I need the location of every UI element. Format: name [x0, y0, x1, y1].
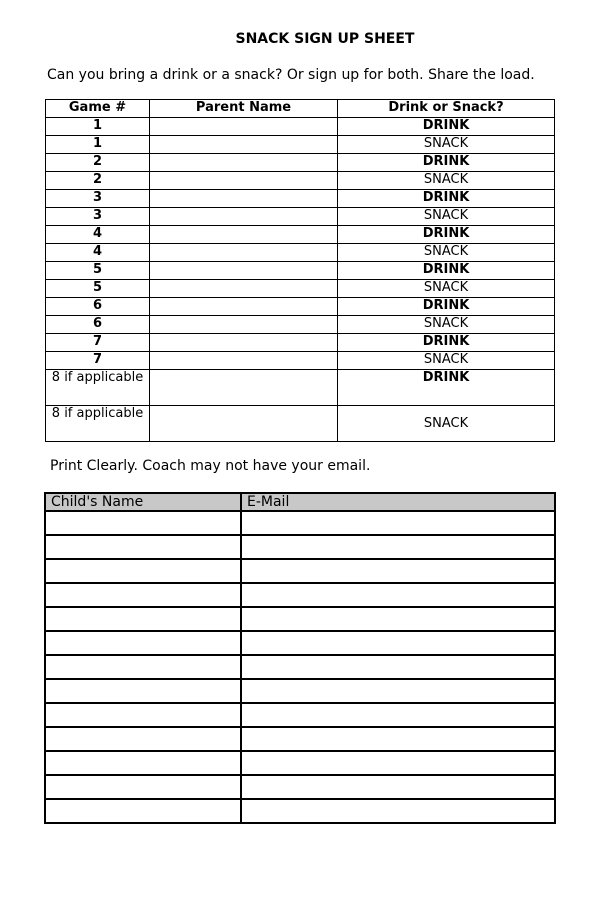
signup-row [46, 136, 555, 154]
drink-or-snack-cell: DRINK [338, 370, 555, 406]
drink-or-snack-cell: DRINK [338, 118, 555, 136]
signup-row [46, 406, 555, 442]
childs-name-cell[interactable] [45, 583, 241, 607]
header-drink-or-snack: Drink or Snack? [338, 100, 555, 118]
email-cell[interactable] [241, 655, 555, 679]
childs-name-cell[interactable] [45, 655, 241, 679]
parent-name-cell[interactable] [150, 316, 338, 334]
drink-or-snack-cell: SNACK [338, 172, 555, 190]
signup-row [46, 298, 555, 316]
contact-row [45, 655, 555, 679]
drink-or-snack-cell: SNACK [338, 352, 555, 370]
drink-or-snack-cell: SNACK [338, 244, 555, 262]
childs-name-cell[interactable] [45, 751, 241, 775]
game-number-cell: 5 [46, 262, 150, 280]
signup-row [46, 172, 555, 190]
contact-row [45, 535, 555, 559]
parent-name-cell[interactable] [150, 154, 338, 172]
signup-header-row [46, 100, 555, 118]
game-number-cell: 6 [46, 316, 150, 334]
game-number-cell: 8 if applicable [46, 406, 150, 442]
signup-row [46, 154, 555, 172]
signup-row [46, 262, 555, 280]
email-cell[interactable] [241, 703, 555, 727]
signup-table [45, 99, 555, 442]
childs-name-cell[interactable] [45, 799, 241, 823]
print-note: Print Clearly. Coach may not have your email. [50, 458, 371, 474]
parent-name-cell[interactable] [150, 226, 338, 244]
game-number-cell: 2 [46, 172, 150, 190]
signup-row [46, 352, 555, 370]
parent-name-cell[interactable] [150, 280, 338, 298]
childs-name-cell[interactable] [45, 559, 241, 583]
drink-or-snack-cell: DRINK [338, 154, 555, 172]
drink-or-snack-cell: SNACK [338, 136, 555, 154]
header-childs-name: Child's Name [45, 493, 241, 511]
email-cell[interactable] [241, 631, 555, 655]
game-number-cell: 5 [46, 280, 150, 298]
game-number-cell: 4 [46, 244, 150, 262]
signup-row [46, 208, 555, 226]
signup-row [46, 226, 555, 244]
childs-name-cell[interactable] [45, 631, 241, 655]
childs-name-cell[interactable] [45, 607, 241, 631]
game-number-cell: 8 if applicable [46, 370, 150, 406]
game-number-cell: 7 [46, 352, 150, 370]
game-number-cell: 2 [46, 154, 150, 172]
email-cell[interactable] [241, 583, 555, 607]
parent-name-cell[interactable] [150, 118, 338, 136]
game-number-cell: 1 [46, 136, 150, 154]
contact-row [45, 631, 555, 655]
signup-row [46, 244, 555, 262]
email-cell[interactable] [241, 751, 555, 775]
signup-row [46, 370, 555, 406]
parent-name-cell[interactable] [150, 190, 338, 208]
signup-row [46, 280, 555, 298]
childs-name-cell[interactable] [45, 535, 241, 559]
email-cell[interactable] [241, 559, 555, 583]
drink-or-snack-cell: DRINK [338, 262, 555, 280]
contact-row [45, 559, 555, 583]
email-cell[interactable] [241, 799, 555, 823]
game-number-cell: 7 [46, 334, 150, 352]
game-number-cell: 3 [46, 190, 150, 208]
parent-name-cell[interactable] [150, 406, 338, 442]
drink-or-snack-cell: DRINK [338, 298, 555, 316]
parent-name-cell[interactable] [150, 172, 338, 190]
parent-name-cell[interactable] [150, 352, 338, 370]
contact-row [45, 775, 555, 799]
contact-row [45, 799, 555, 823]
parent-name-cell[interactable] [150, 262, 338, 280]
signup-row [46, 316, 555, 334]
childs-name-cell[interactable] [45, 703, 241, 727]
game-number-cell: 3 [46, 208, 150, 226]
game-number-cell: 4 [46, 226, 150, 244]
parent-name-cell[interactable] [150, 244, 338, 262]
signup-row [46, 190, 555, 208]
childs-name-cell[interactable] [45, 727, 241, 751]
sheet-title: SNACK SIGN UP SHEET [235, 31, 415, 47]
childs-name-cell[interactable] [45, 775, 241, 799]
intro-text: Can you bring a drink or a snack? Or sign up for both. Share the load. [47, 67, 535, 83]
parent-name-cell[interactable] [150, 334, 338, 352]
drink-or-snack-cell: DRINK [338, 226, 555, 244]
contact-row [45, 607, 555, 631]
drink-or-snack-cell: DRINK [338, 334, 555, 352]
drink-or-snack-cell: SNACK [338, 316, 555, 334]
game-number-cell: 1 [46, 118, 150, 136]
parent-name-cell[interactable] [150, 208, 338, 226]
email-cell[interactable] [241, 511, 555, 535]
contact-row [45, 703, 555, 727]
parent-name-cell[interactable] [150, 370, 338, 406]
childs-name-cell[interactable] [45, 511, 241, 535]
drink-or-snack-cell: SNACK [338, 406, 555, 442]
drink-or-snack-cell: SNACK [338, 280, 555, 298]
header-game: Game # [46, 100, 150, 118]
contact-row [45, 679, 555, 703]
drink-or-snack-cell: SNACK [338, 208, 555, 226]
email-cell[interactable] [241, 775, 555, 799]
email-cell[interactable] [241, 679, 555, 703]
drink-or-snack-cell: DRINK [338, 190, 555, 208]
contacts-header-row [45, 493, 555, 511]
header-email: E-Mail [241, 493, 555, 511]
parent-name-cell[interactable] [150, 298, 338, 316]
childs-name-cell[interactable] [45, 679, 241, 703]
contact-row [45, 751, 555, 775]
email-cell[interactable] [241, 607, 555, 631]
signup-row [46, 334, 555, 352]
parent-name-cell[interactable] [150, 136, 338, 154]
game-number-cell: 6 [46, 298, 150, 316]
contacts-table [44, 492, 556, 824]
email-cell[interactable] [241, 727, 555, 751]
email-cell[interactable] [241, 535, 555, 559]
contact-row [45, 511, 555, 535]
signup-row [46, 118, 555, 136]
header-parent-name: Parent Name [150, 100, 338, 118]
contact-row [45, 727, 555, 751]
contact-row [45, 583, 555, 607]
